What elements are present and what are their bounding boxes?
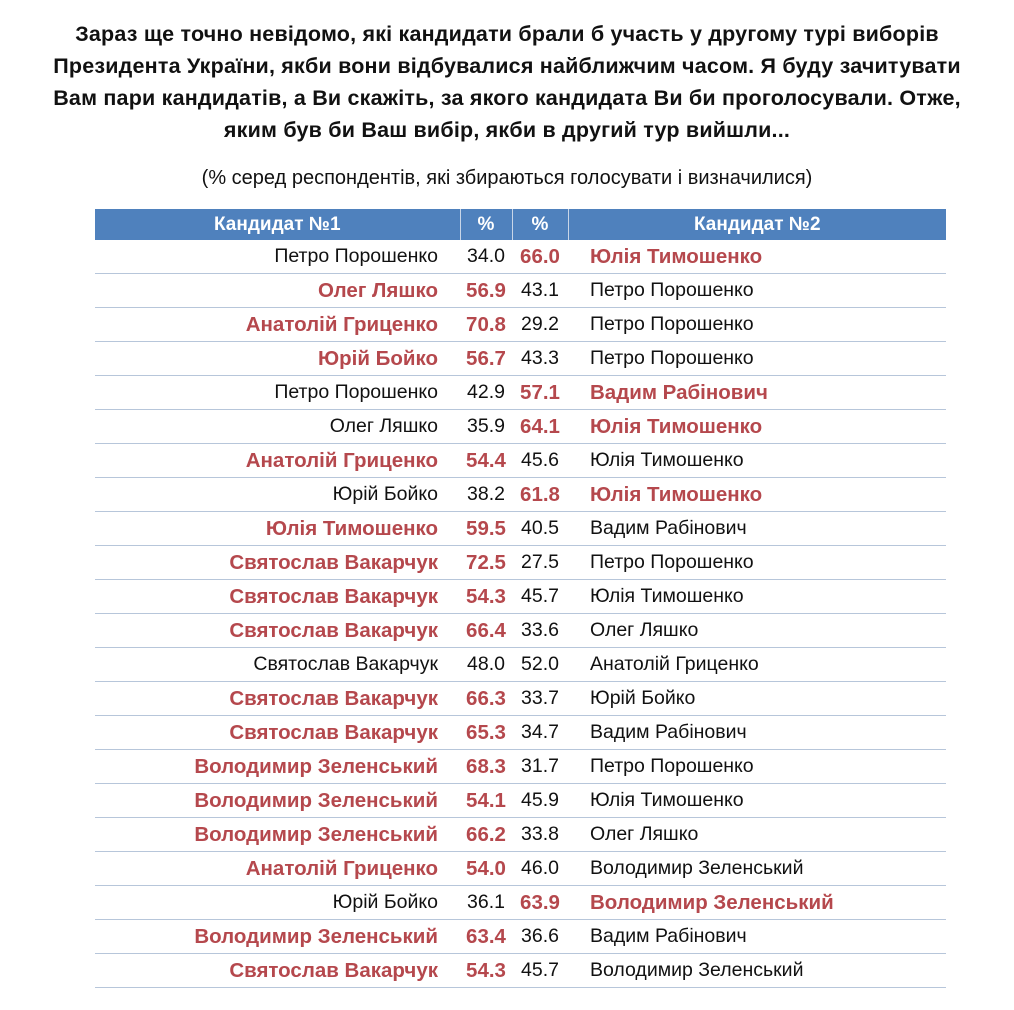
candidate-2-name: Петро Порошенко xyxy=(568,342,946,376)
candidate-1-name: Святослав Вакарчук xyxy=(95,648,460,682)
candidate-1-name: Володимир Зеленський xyxy=(95,784,460,818)
candidate-2-name: Володимир Зеленський xyxy=(568,852,946,886)
table-row xyxy=(95,478,946,512)
candidate-1-percent: 66.4 xyxy=(460,614,512,648)
candidate-2-name: Юлія Тимошенко xyxy=(568,478,946,512)
table-row xyxy=(95,886,946,920)
candidate-2-percent: 29.2 xyxy=(512,308,568,342)
table-row xyxy=(95,920,946,954)
candidate-2-name: Юлія Тимошенко xyxy=(568,240,946,274)
table-row xyxy=(95,546,946,580)
candidate-1-name: Анатолій Гриценко xyxy=(95,852,460,886)
candidate-2-percent: 43.3 xyxy=(512,342,568,376)
candidate-2-name: Володимир Зеленський xyxy=(568,954,946,988)
candidate-1-percent: 54.4 xyxy=(460,444,512,478)
table-row xyxy=(95,682,946,716)
candidate-1-percent: 65.3 xyxy=(460,716,512,750)
candidate-1-percent: 36.1 xyxy=(460,886,512,920)
candidate-1-name: Олег Ляшко xyxy=(95,410,460,444)
header-candidate-2: Кандидат №2 xyxy=(568,209,946,240)
question-text: Зараз ще точно невідомо, які кандидати брали б участь у другому турі виборів Президента України, якби вони відбувалися найближчим часом. Я буду зачитувати Вам пари кандидатів, а Ви скажіть, за якого кандидата Ви би проголосували. Отже, яким був би Ваш вибір, якби в другий тур вийшли... xyxy=(53,22,961,142)
candidate-2-percent: 63.9 xyxy=(512,886,568,920)
candidate-2-name: Юлія Тимошенко xyxy=(568,410,946,444)
candidate-2-name: Вадим Рабінович xyxy=(568,512,946,546)
table-row xyxy=(95,342,946,376)
table-row xyxy=(95,580,946,614)
candidate-1-name: Володимир Зеленський xyxy=(95,750,460,784)
candidate-1-percent: 42.9 xyxy=(460,376,512,410)
candidate-1-percent: 66.2 xyxy=(460,818,512,852)
candidate-1-name: Петро Порошенко xyxy=(95,240,460,274)
candidate-2-name: Юрій Бойко xyxy=(568,682,946,716)
candidate-2-name: Петро Порошенко xyxy=(568,308,946,342)
candidate-2-percent: 61.8 xyxy=(512,478,568,512)
candidate-1-percent: 54.3 xyxy=(460,580,512,614)
candidate-1-name: Святослав Вакарчук xyxy=(95,682,460,716)
table-body xyxy=(95,240,946,988)
candidate-2-percent: 52.0 xyxy=(512,648,568,682)
table-row xyxy=(95,716,946,750)
candidate-1-name: Юлія Тимошенко xyxy=(95,512,460,546)
candidate-2-percent: 33.8 xyxy=(512,818,568,852)
candidate-2-percent: 45.9 xyxy=(512,784,568,818)
candidate-2-name: Вадим Рабінович xyxy=(568,716,946,750)
candidate-1-name: Юрій Бойко xyxy=(95,886,460,920)
candidate-1-name: Анатолій Гриценко xyxy=(95,444,460,478)
candidate-1-name: Святослав Вакарчук xyxy=(95,546,460,580)
table-row xyxy=(95,852,946,886)
candidate-1-name: Володимир Зеленський xyxy=(95,920,460,954)
candidate-1-percent: 34.0 xyxy=(460,240,512,274)
table-header-row xyxy=(95,209,946,240)
candidate-1-percent: 68.3 xyxy=(460,750,512,784)
table-row xyxy=(95,240,946,274)
candidate-1-name: Святослав Вакарчук xyxy=(95,614,460,648)
candidate-1-name: Святослав Вакарчук xyxy=(95,716,460,750)
candidate-1-name: Святослав Вакарчук xyxy=(95,580,460,614)
candidate-1-name: Петро Порошенко xyxy=(95,376,460,410)
note-text: (% серед респондентів, які збираються голосувати і визначилися) xyxy=(201,167,813,189)
candidate-2-percent: 40.5 xyxy=(512,512,568,546)
candidate-1-percent: 38.2 xyxy=(460,478,512,512)
candidate-1-percent: 63.4 xyxy=(460,920,512,954)
candidate-2-percent: 66.0 xyxy=(512,240,568,274)
candidate-2-name: Вадим Рабінович xyxy=(568,920,946,954)
candidate-2-name: Анатолій Гриценко xyxy=(568,648,946,682)
candidate-1-name: Святослав Вакарчук xyxy=(95,954,460,988)
candidate-2-percent: 33.7 xyxy=(512,682,568,716)
candidate-1-percent: 56.7 xyxy=(460,342,512,376)
candidate-2-name: Петро Порошенко xyxy=(568,546,946,580)
header-candidate-1: Кандидат №1 xyxy=(95,209,460,240)
candidate-2-name: Петро Порошенко xyxy=(568,750,946,784)
table-row xyxy=(95,750,946,784)
header-percent-1: % xyxy=(460,209,512,240)
candidate-1-percent: 35.9 xyxy=(460,410,512,444)
table-row xyxy=(95,648,946,682)
candidate-2-percent: 64.1 xyxy=(512,410,568,444)
candidate-1-name: Володимир Зеленський xyxy=(95,818,460,852)
candidate-1-percent: 59.5 xyxy=(460,512,512,546)
table-row xyxy=(95,444,946,478)
candidate-2-percent: 45.7 xyxy=(512,954,568,988)
candidate-2-name: Петро Порошенко xyxy=(568,274,946,308)
candidate-1-name: Юрій Бойко xyxy=(95,478,460,512)
candidate-1-percent: 56.9 xyxy=(460,274,512,308)
table-row xyxy=(95,308,946,342)
candidate-2-percent: 33.6 xyxy=(512,614,568,648)
candidate-2-name: Юлія Тимошенко xyxy=(568,444,946,478)
table-row xyxy=(95,512,946,546)
candidate-2-name: Володимир Зеленський xyxy=(568,886,946,920)
candidate-2-percent: 43.1 xyxy=(512,274,568,308)
candidate-2-percent: 57.1 xyxy=(512,376,568,410)
candidate-2-name: Олег Ляшко xyxy=(568,614,946,648)
header-percent-2: % xyxy=(512,209,568,240)
candidate-2-percent: 31.7 xyxy=(512,750,568,784)
candidate-2-name: Юлія Тимошенко xyxy=(568,784,946,818)
table-row xyxy=(95,954,946,988)
candidate-1-percent: 54.0 xyxy=(460,852,512,886)
table-row xyxy=(95,376,946,410)
table-row xyxy=(95,784,946,818)
candidate-1-percent: 54.3 xyxy=(460,954,512,988)
candidate-1-percent: 54.1 xyxy=(460,784,512,818)
candidate-2-percent: 36.6 xyxy=(512,920,568,954)
candidate-2-name: Олег Ляшко xyxy=(568,818,946,852)
table-row xyxy=(95,274,946,308)
table-row xyxy=(95,410,946,444)
candidate-1-percent: 66.3 xyxy=(460,682,512,716)
candidate-1-percent: 72.5 xyxy=(460,546,512,580)
table-row xyxy=(95,818,946,852)
candidate-2-name: Юлія Тимошенко xyxy=(568,580,946,614)
candidate-2-percent: 45.6 xyxy=(512,444,568,478)
runoff-table xyxy=(95,209,946,988)
candidate-2-percent: 45.7 xyxy=(512,580,568,614)
candidate-1-name: Юрій Бойко xyxy=(95,342,460,376)
candidate-1-name: Олег Ляшко xyxy=(95,274,460,308)
candidate-2-percent: 27.5 xyxy=(512,546,568,580)
candidate-2-percent: 46.0 xyxy=(512,852,568,886)
candidate-2-percent: 34.7 xyxy=(512,716,568,750)
candidate-1-percent: 70.8 xyxy=(460,308,512,342)
candidate-1-name: Анатолій Гриценко xyxy=(95,308,460,342)
candidate-1-percent: 48.0 xyxy=(460,648,512,682)
table-row xyxy=(95,614,946,648)
candidate-2-name: Вадим Рабінович xyxy=(568,376,946,410)
